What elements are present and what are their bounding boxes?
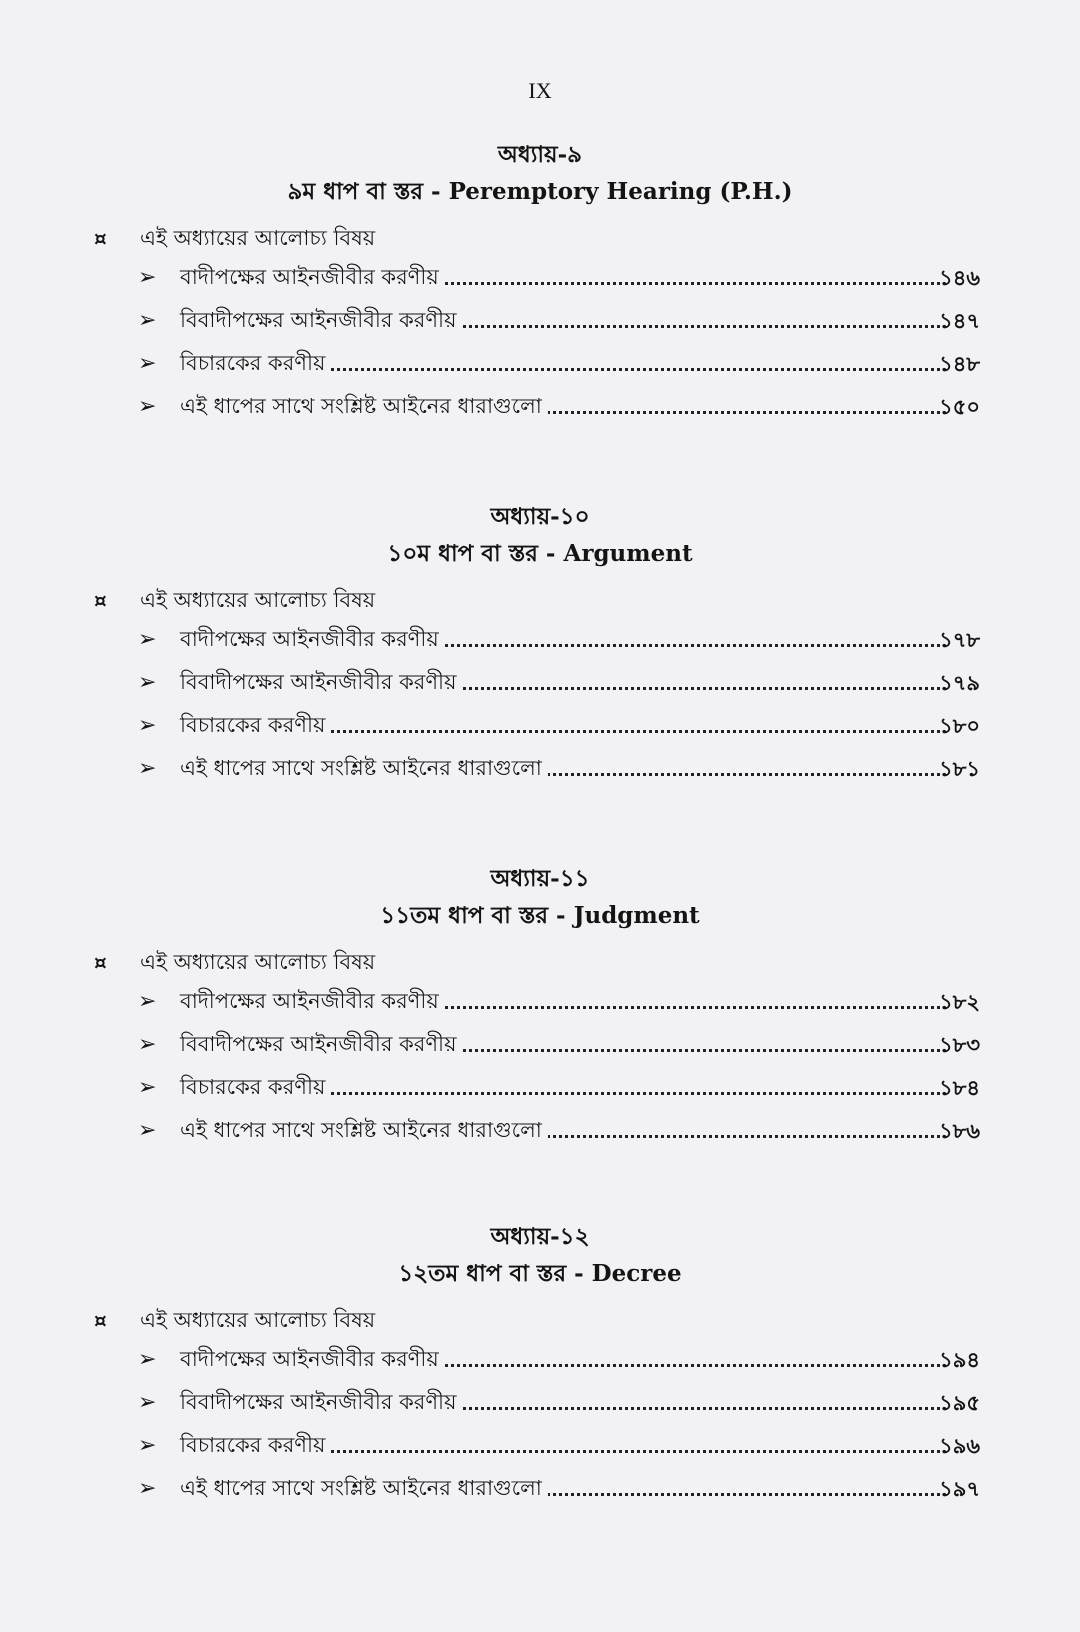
section-heading (0, 582, 1080, 618)
arrowhead-icon: ➢ (138, 308, 157, 333)
toc-entry[interactable] (0, 1467, 1080, 1510)
toc-entry[interactable] (0, 618, 1080, 661)
toc-entry-label: বিবাদীপক্ষের আইনজীবীর করণীয় (180, 1381, 462, 1424)
toc-entry-page: ১৯৫ (939, 1390, 980, 1415)
chapter-11 (0, 864, 1080, 1152)
toc-entry-label: এই ধাপের সাথে সংশ্লিষ্ট আইনের ধারাগুলো (180, 1109, 548, 1152)
chapter-subtitle: ১০ম ধাপ বা স্তর - Argument (387, 540, 693, 567)
toc-entry-label: বাদীপক্ষের আইনজীবীর করণীয় (180, 980, 445, 1023)
toc-entry-page: ১৮৩ (939, 1032, 980, 1057)
toc-entry[interactable] (0, 299, 1080, 342)
section-heading (0, 944, 1080, 980)
toc-entry-label: বাদীপক্ষের আইনজীবীর করণীয় (180, 618, 445, 661)
arrowhead-icon: ➢ (138, 756, 157, 781)
square-bullet-icon: ¤ (94, 588, 107, 612)
toc-entry-page: ১৫০ (939, 394, 980, 419)
toc-list (0, 618, 1080, 790)
chapter-title: অধ্যায়-১২ (490, 1223, 590, 1250)
toc-entry[interactable] (0, 1109, 1080, 1152)
toc-entry[interactable] (0, 1023, 1080, 1066)
section-heading (0, 1302, 1080, 1338)
section-heading-text: এই অধ্যায়ের আলোচ্য বিষয় (140, 226, 376, 250)
toc-entry[interactable] (0, 980, 1080, 1023)
toc-list (0, 256, 1080, 428)
toc-entry-label: বিচারকের করণীয় (180, 342, 331, 385)
chapter-12 (0, 1222, 1080, 1510)
arrowhead-icon: ➢ (138, 627, 157, 652)
toc-entry-page: ১৪৮ (939, 351, 980, 376)
toc-entry-label: বাদীপক্ষের আইনজীবীর করণীয় (180, 256, 445, 299)
chapter-subtitle: ১২তম ধাপ বা স্তর - Decree (398, 1260, 682, 1287)
toc-entry[interactable] (0, 661, 1080, 704)
toc-entry-page: ১৪৬ (939, 265, 980, 290)
toc-entry-label: বিচারকের করণীয় (180, 704, 331, 747)
arrowhead-icon: ➢ (138, 1118, 157, 1143)
arrowhead-icon: ➢ (138, 670, 157, 695)
toc-entry-page: ১৮৪ (939, 1075, 980, 1100)
chapter-title: অধ্যায়-১০ (490, 503, 590, 530)
toc-entry-page: ১৯৪ (939, 1347, 980, 1372)
toc-entry[interactable] (0, 256, 1080, 299)
toc-entry-page: ১৭৮ (939, 627, 980, 652)
arrowhead-icon: ➢ (138, 1433, 157, 1458)
section-heading (0, 220, 1080, 256)
arrowhead-icon: ➢ (138, 351, 157, 376)
toc-entry-label: বিবাদীপক্ষের আইনজীবীর করণীয় (180, 299, 462, 342)
arrowhead-icon: ➢ (138, 1476, 157, 1501)
toc-entry[interactable] (0, 342, 1080, 385)
toc-entry-page: ১৭৯ (939, 670, 980, 695)
arrowhead-icon: ➢ (138, 394, 157, 419)
toc-entry[interactable] (0, 747, 1080, 790)
toc-entry[interactable] (0, 1424, 1080, 1467)
toc-entry-label: বিবাদীপক্ষের আইনজীবীর করণীয় (180, 661, 462, 704)
chapter-subtitle: ১১তম ধাপ বা স্তর - Judgment (380, 902, 700, 929)
chapter-9 (0, 140, 1080, 428)
toc-list (0, 980, 1080, 1152)
toc-entry-page: ১৪৭ (939, 308, 980, 333)
chapter-title: অধ্যায়-১১ (490, 865, 590, 892)
section-heading-text: এই অধ্যায়ের আলোচ্য বিষয় (140, 1308, 376, 1332)
toc-entry-label: এই ধাপের সাথে সংশ্লিষ্ট আইনের ধারাগুলো (180, 385, 548, 428)
arrowhead-icon: ➢ (138, 1075, 157, 1100)
page-number: IX (528, 78, 552, 103)
toc-entry-page: ১৯৭ (939, 1476, 980, 1501)
arrowhead-icon: ➢ (138, 713, 157, 738)
section-heading-text: এই অধ্যায়ের আলোচ্য বিষয় (140, 950, 376, 974)
arrowhead-icon: ➢ (138, 1032, 157, 1057)
toc-entry-page: ১৮২ (939, 989, 980, 1014)
toc-entry-label: বাদীপক্ষের আইনজীবীর করণীয় (180, 1338, 445, 1381)
arrowhead-icon: ➢ (138, 989, 157, 1014)
toc-entry-label: বিবাদীপক্ষের আইনজীবীর করণীয় (180, 1023, 462, 1066)
toc-entry-label: বিচারকের করণীয় (180, 1424, 331, 1467)
arrowhead-icon: ➢ (138, 1347, 157, 1372)
toc-entry[interactable] (0, 704, 1080, 747)
section-heading-text: এই অধ্যায়ের আলোচ্য বিষয় (140, 588, 376, 612)
square-bullet-icon: ¤ (94, 226, 107, 250)
toc-entry-page: ১৮৬ (939, 1118, 980, 1143)
toc-entry-label: এই ধাপের সাথে সংশ্লিষ্ট আইনের ধারাগুলো (180, 1467, 548, 1510)
square-bullet-icon: ¤ (94, 950, 107, 974)
toc-entry-label: এই ধাপের সাথে সংশ্লিষ্ট আইনের ধারাগুলো (180, 747, 548, 790)
toc-entry-label: বিচারকের করণীয় (180, 1066, 331, 1109)
toc-entry-page: ১৯৬ (939, 1433, 980, 1458)
arrowhead-icon: ➢ (138, 1390, 157, 1415)
toc-list (0, 1338, 1080, 1510)
chapter-subtitle: ৯ম ধাপ বা স্তর - Peremptory Hearing (P.H.) (287, 178, 793, 205)
toc-entry[interactable] (0, 385, 1080, 428)
toc-entry[interactable] (0, 1381, 1080, 1424)
toc-entry-page: ১৮০ (939, 713, 980, 738)
toc-entry[interactable] (0, 1066, 1080, 1109)
side-page-note (0, 1436, 4, 1486)
square-bullet-icon: ¤ (94, 1308, 107, 1332)
chapter-title: অধ্যায়-৯ (497, 141, 583, 168)
arrowhead-icon: ➢ (138, 265, 157, 290)
toc-entry-page: ১৮১ (939, 756, 980, 781)
toc-entry[interactable] (0, 1338, 1080, 1381)
chapter-10 (0, 502, 1080, 790)
